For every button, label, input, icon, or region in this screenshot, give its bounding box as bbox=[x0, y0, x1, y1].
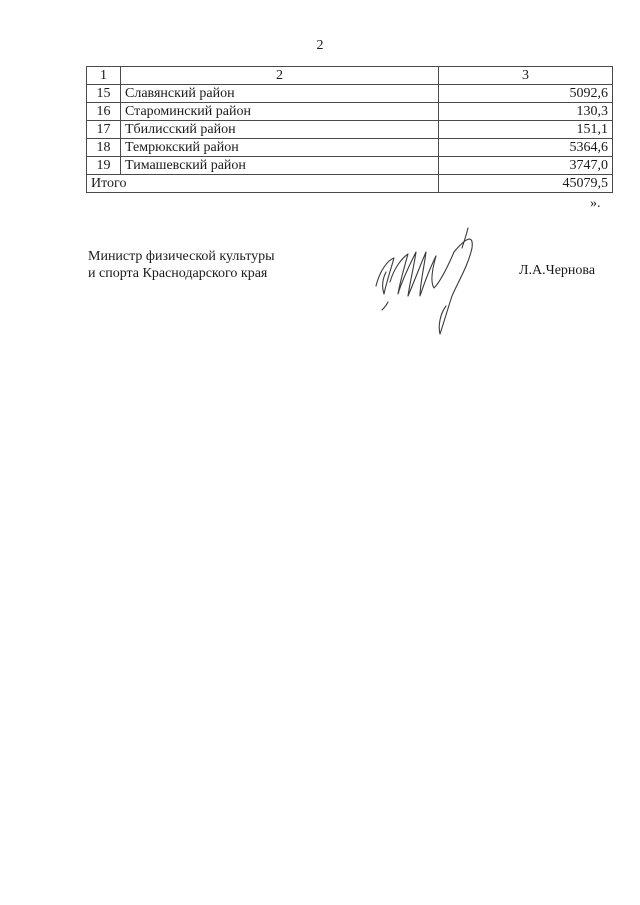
signer-name: Л.А.Чернова bbox=[519, 263, 596, 278]
row-number: 17 bbox=[87, 121, 121, 139]
table-row bbox=[87, 157, 613, 175]
table-row bbox=[87, 139, 613, 157]
table-total-row bbox=[87, 175, 613, 193]
total-label: Итого bbox=[87, 175, 439, 193]
row-number: 19 bbox=[87, 157, 121, 175]
district-name: Славянский район bbox=[121, 85, 439, 103]
column-header-name: 2 bbox=[121, 67, 439, 85]
signer-title bbox=[88, 248, 275, 282]
column-header-value: 3 bbox=[439, 67, 613, 85]
handwritten-signature bbox=[368, 222, 488, 342]
column-header-number: 1 bbox=[87, 67, 121, 85]
table-row bbox=[87, 121, 613, 139]
district-name: Староминский район bbox=[121, 103, 439, 121]
signer-title-line2: и спорта Краснодарского края bbox=[88, 266, 268, 281]
district-value: 3747,0 bbox=[439, 157, 613, 175]
signer-title-line1: Министр физической культуры bbox=[88, 249, 275, 264]
district-value: 5092,6 bbox=[439, 85, 613, 103]
district-name: Темрюкский район bbox=[121, 139, 439, 157]
district-value: 5364,6 bbox=[439, 139, 613, 157]
total-value: 45079,5 bbox=[439, 175, 613, 193]
row-number: 18 bbox=[87, 139, 121, 157]
row-number: 16 bbox=[87, 103, 121, 121]
table-row bbox=[87, 85, 613, 103]
closing-quote: ». bbox=[590, 196, 601, 211]
table-header-row bbox=[87, 67, 613, 85]
district-name: Тбилисский район bbox=[121, 121, 439, 139]
district-table bbox=[86, 66, 613, 193]
district-name: Тимашевский район bbox=[121, 157, 439, 175]
district-value: 130,3 bbox=[439, 103, 613, 121]
row-number: 15 bbox=[87, 85, 121, 103]
table-row bbox=[87, 103, 613, 121]
page-number: 2 bbox=[316, 38, 324, 53]
district-value: 151,1 bbox=[439, 121, 613, 139]
